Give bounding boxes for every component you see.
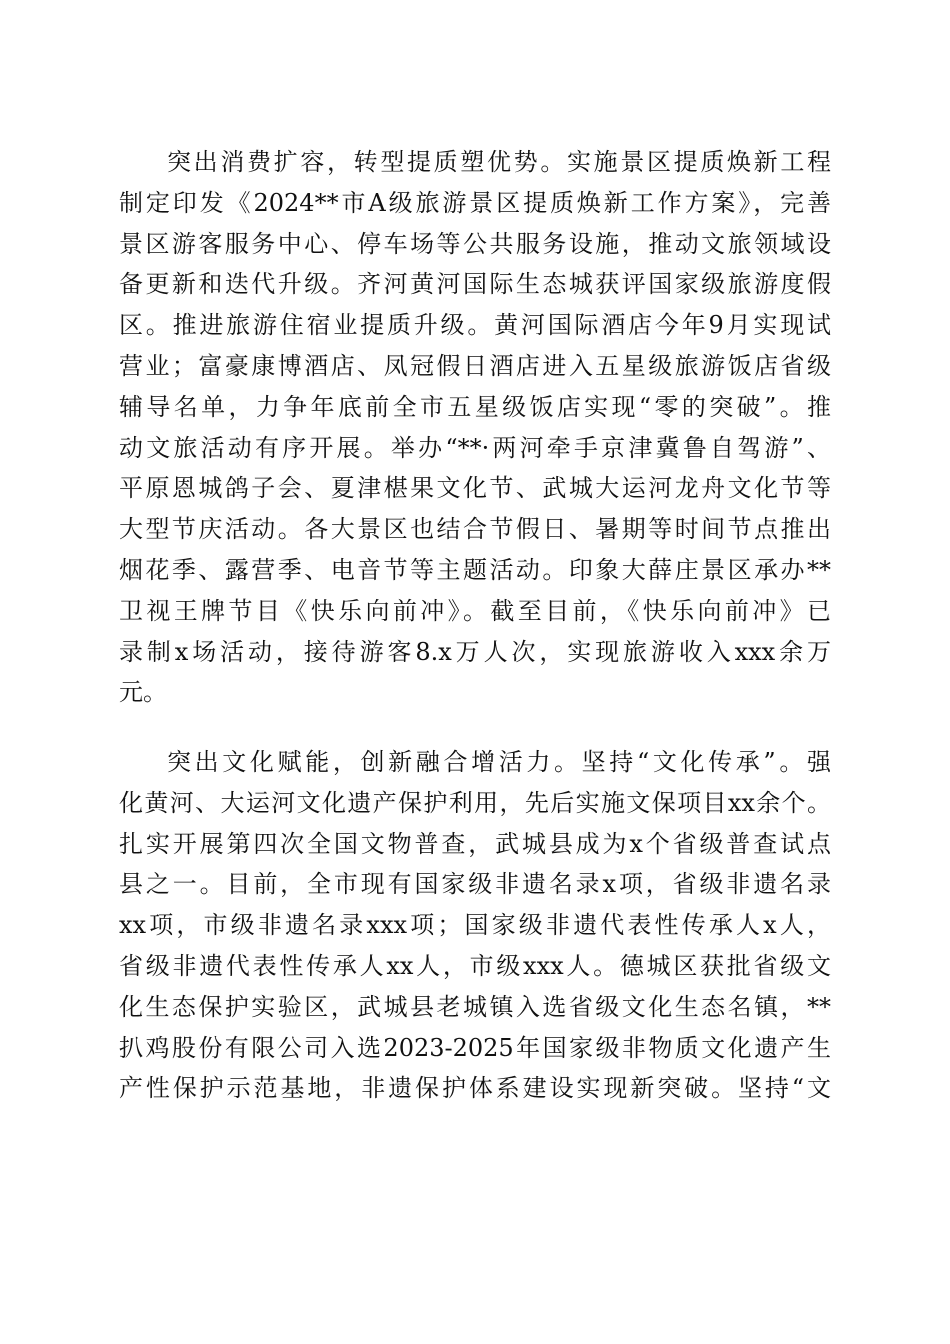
text-line: 大型节庆活动。各大景区也结合节假日、暑期等时间节点推出 (119, 515, 831, 544)
text-line: 县之一。目前，全市现有国家级非遗名录x项，省级非遗名录 (119, 870, 831, 899)
text-line: 区。推进旅游住宿业提质升级。黄河国际酒店今年9月实现试 (119, 311, 831, 340)
text-line: 突出消费扩容，转型提质塑优势。实施景区提质焕新工程 (167, 148, 831, 176)
text-line: 烟花季、露营季、电音节等主题活动。印象大薛庄景区承办** (119, 555, 831, 584)
text-line: 扎实开展第四次全国文物普查，武城县成为x个省级普查试点 (119, 829, 831, 858)
text-line: 动文旅活动有序开展。举办“**·两河牵手京津冀鲁自驾游”、 (119, 433, 831, 462)
paragraph-culture (119, 742, 831, 1109)
text-line: 录制x场活动，接待游客8.x万人次，实现旅游收入xxx余万 (119, 637, 831, 666)
text-line: 营业；富豪康博酒店、凤冠假日酒店进入五星级旅游饭店省级 (119, 351, 831, 380)
text-line: 化生态保护实验区，武城县老城镇入选省级文化生态名镇，** (119, 992, 831, 1021)
text-line: 省级非遗代表性传承人xx人，市级xxx人。德城区获批省级文 (119, 951, 831, 980)
text-line: 备更新和迭代升级。齐河黄河国际生态城获评国家级旅游度假 (119, 270, 831, 299)
text-line: 突出文化赋能，创新融合增活力。坚持“文化传承”。强 (167, 748, 831, 776)
paragraph-consumption (119, 142, 831, 713)
text-line: 景区游客服务中心、停车场等公共服务设施，推动文旅领域设 (119, 229, 831, 258)
text-line: 产性保护示范基地，非遗保护体系建设实现新突破。坚持“文 (119, 1074, 831, 1103)
text-line: xx项，市级非遗名录xxx项；国家级非遗代表性传承人x人， (119, 911, 831, 940)
text-line: 化黄河、大运河文化遗产保护利用，先后实施文保项目xx余个。 (119, 788, 831, 817)
text-line: 卫视王牌节目《快乐向前冲》。截至目前，《快乐向前冲》已 (119, 596, 831, 625)
text-line: 扒鸡股份有限公司入选2023-2025年国家级非物质文化遗产生 (119, 1033, 831, 1062)
text-line: 元。 (119, 678, 167, 707)
text-line: 辅导名单，力争年底前全市五星级饭店实现“零的突破”。推 (119, 392, 831, 421)
text-line: 制定印发《2024**市A级旅游景区提质焕新工作方案》，完善 (119, 188, 831, 217)
text-line: 平原恩城鸽子会、夏津椹果文化节、武城大运河龙舟文化节等 (119, 474, 831, 503)
